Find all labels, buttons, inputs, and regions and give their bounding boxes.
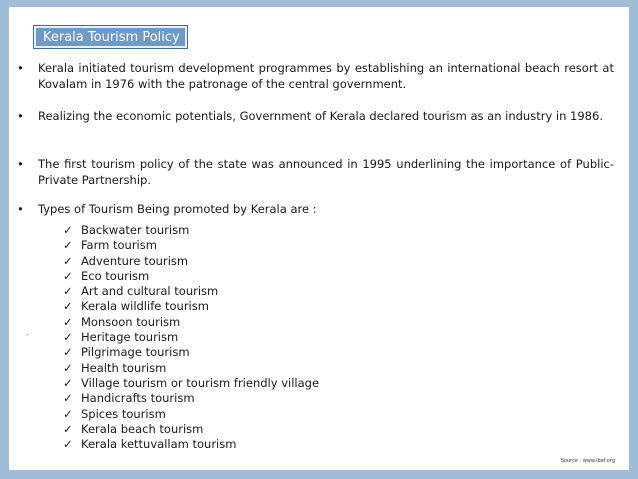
bullet-icon: • (17, 61, 24, 75)
tourism-type-item (61, 345, 319, 360)
tourism-type-item (61, 223, 319, 238)
tourism-type-item (61, 330, 319, 345)
tourism-type-item (61, 422, 319, 437)
check-icon: ✓ (63, 314, 73, 329)
tourism-type-label: Kerala wildlife tourism (81, 299, 209, 314)
tourism-type-label: Pilgrimage tourism (81, 345, 190, 360)
tourism-type-label: Adventure tourism (81, 253, 189, 268)
tourism-type-item (61, 238, 319, 253)
tourism-type-item (61, 284, 319, 299)
bullet-icon: • (17, 202, 24, 216)
check-icon: ✓ (63, 391, 73, 406)
tourism-type-label: Handicrafts tourism (81, 391, 195, 406)
tourism-type-label: Backwater tourism (81, 223, 190, 237)
tourism-types-list (61, 223, 319, 452)
slide (9, 7, 629, 470)
check-icon: ✓ (63, 406, 73, 421)
check-icon: ✓ (63, 268, 73, 283)
tourism-type-label: Kerala beach tourism (81, 421, 204, 436)
tourism-type-label: Heritage tourism (81, 330, 179, 345)
tourism-type-label: Art and cultural tourism (81, 284, 219, 299)
tourism-type-label: Village tourism or tourism friendly village (81, 375, 320, 390)
check-icon: ✓ (63, 253, 73, 268)
bullet-text: Kerala initiated tourism development programmes by establishing an international beach resort at Kovalam in 1976 with the patronage of the central government. (38, 61, 614, 91)
slide-title: Kerala Tourism Policy (33, 25, 188, 49)
tourism-type-item (61, 299, 319, 314)
tourism-type-label: Health tourism (81, 360, 167, 375)
check-icon: ✓ (63, 299, 73, 314)
tourism-type-label: Kerala kettuvallam tourism (81, 437, 237, 452)
check-icon: ✓ (63, 421, 73, 436)
check-icon: ✓ (63, 223, 73, 237)
check-icon: ✓ (63, 360, 73, 375)
bullet-text: Realizing the economic potentials, Government of Kerala declared tourism as an industry in 1986. (38, 109, 603, 123)
tourism-type-item (61, 254, 319, 269)
tourism-type-item (61, 269, 319, 284)
bullet-icon: • (17, 157, 24, 171)
bullet-text: The first tourism policy of the state was announced in 1995 underlining the importance of Public-Private Partnership. (38, 157, 614, 187)
stray-mark: - (26, 330, 29, 339)
tourism-type-label: Monsoon tourism (81, 314, 181, 329)
tourism-type-item (61, 376, 319, 391)
tourism-type-label: Eco tourism (81, 268, 150, 283)
check-icon: ✓ (63, 345, 73, 360)
check-icon: ✓ (63, 375, 73, 390)
tourism-type-item (61, 407, 319, 422)
tourism-type-item (61, 315, 319, 330)
tourism-type-item (61, 391, 319, 406)
check-icon: ✓ (63, 437, 73, 452)
tourism-type-label: Spices tourism (81, 406, 166, 421)
bullet-icon: • (17, 109, 24, 123)
check-icon: ✓ (63, 238, 73, 253)
check-icon: ✓ (63, 284, 73, 299)
bullet-text: Types of Tourism Being promoted by Kerala are : (38, 202, 317, 216)
tourism-type-item (61, 437, 319, 452)
check-icon: ✓ (63, 330, 73, 345)
tourism-type-label: Farm tourism (81, 238, 157, 253)
source-note: Source : www.ibef.org (560, 458, 615, 464)
tourism-type-item (61, 361, 319, 376)
